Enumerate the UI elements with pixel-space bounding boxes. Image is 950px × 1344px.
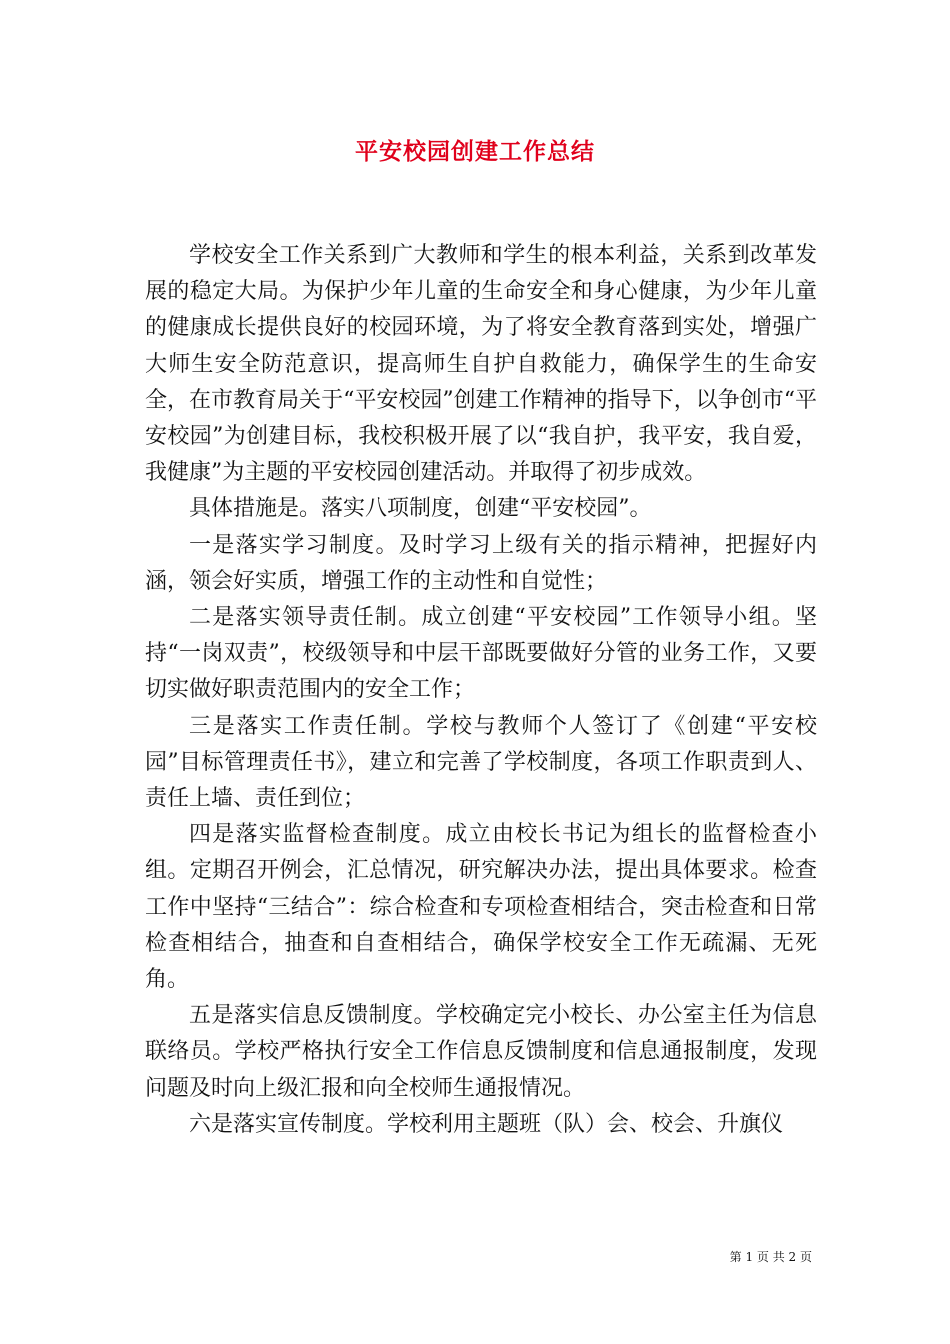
paragraph-study-system: 一是落实学习制度。及时学习上级有关的指示精神，把握好内涵，领会好实质，增强工作的主动性和自觉性； [145,532,817,594]
paragraph-leadership-responsibility: 二是落实领导责任制。成立创建“平安校园”工作领导小组。坚持“一岗双责”，校级领导和中层干部既要做好分管的业务工作，又要切实做好职责范围内的安全工作； [145,605,817,703]
paragraph-feedback-system: 五是落实信息反馈制度。学校确定完小校长、办公室主任为信息联络员。学校严格执行安全工作信息反馈制度和信息通报制度，发现问题及时向上级汇报和向全校师生通报情况。 [145,1003,817,1101]
paragraph-intro: 学校安全工作关系到广大教师和学生的根本利益，关系到改革发展的稳定大局。为保护少年儿童的生命安全和身心健康，为少年儿童的健康成长提供良好的校园环境，为了将安全教育落到实处，增强广大师生安全防范意识，提高师生自护自救能力，确保学生的生命安全，在市教育局关于“平安校园”创建工作精神的指导下，以争创市“平安校园”为创建目标，我校积极开展了以“我自护，我平安，我自爱，我健康”为主题的平安校园创建活动。并取得了初步成效。 [145,243,817,486]
document-body [145,238,817,1143]
page-number: 第 1 页 共 2 页 [729,1250,812,1264]
document-title: 平安校园创建工作总结 [355,138,595,165]
paragraph-work-responsibility: 三是落实工作责任制。学校与教师个人签订了《创建“平安校园”目标管理责任书》，建立和完善了学校制度，各项工作职责到人、责任上墙、责任到位； [145,713,817,812]
paragraph-publicity-system: 六是落实宣传制度。学校利用主题班（队）会、校会、升旗仪 [189,1111,784,1137]
paragraph-measures: 具体措施是。落实八项制度，创建“平安校园”。 [189,496,652,522]
paragraph-supervision-system: 四是落实监督检查制度。成立由校长书记为组长的监督检查小组。定期召开例会，汇总情况，研究解决办法，提出具体要求。检查工作中坚持“三结合”：综合检查和专项检查相结合，突击检查和日常检查相结合，抽查和自查相结合，确保学校安全工作无疏漏、无死角。 [145,822,817,993]
